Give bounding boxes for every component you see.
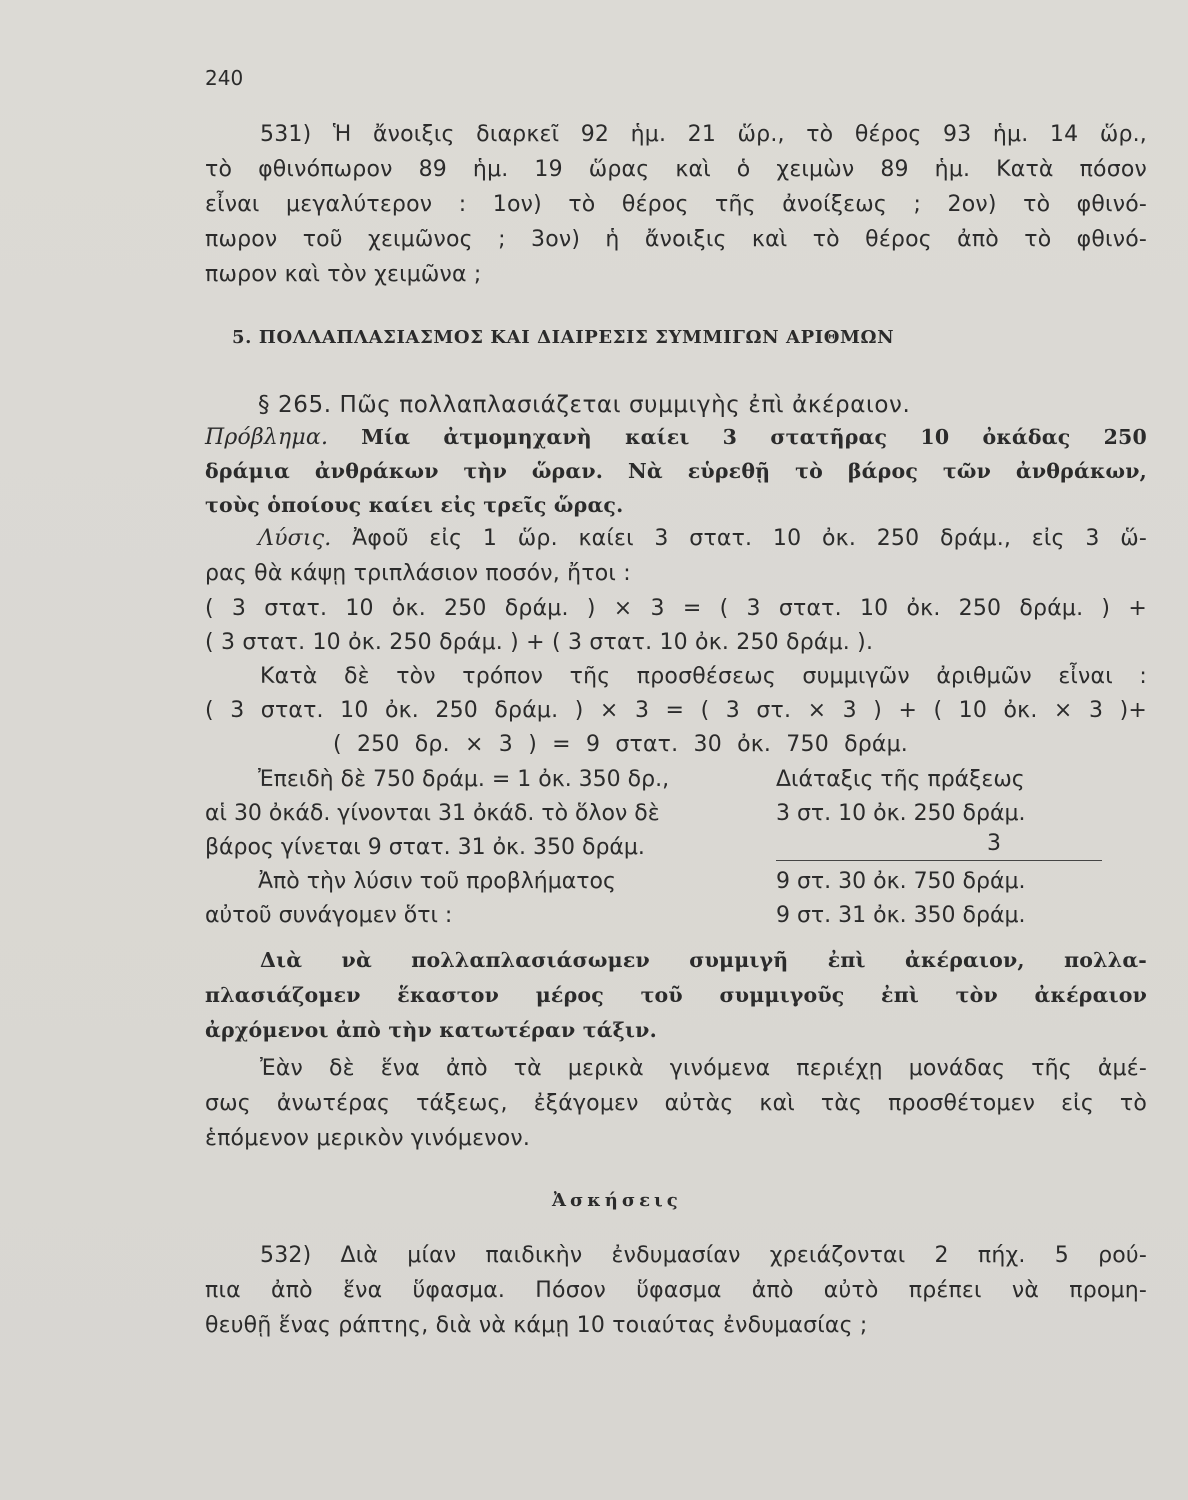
note-line-3: ἑπόμενον μερικὸν γινόμενον.: [205, 1126, 531, 1151]
solution-label: Λύσις.: [258, 526, 332, 551]
problem-532-line-1: 532) Διὰ μίαν παιδικὴν ἐνδυμασίαν χρειάζονται 2 πήχ. 5 ρού-: [260, 1243, 1147, 1268]
problem-532-line-2: πια ἀπὸ ἕνα ὕφασμα. Πόσον ὕφασμα ἀπὸ αὐτὸ πρέπει νὰ προμη-: [205, 1278, 1147, 1303]
explanation-line-1: Ἐπειδὴ δὲ 750 δράμ. = 1 ὀκ. 350 δρ.,: [258, 767, 670, 792]
section-heading: 5. ΠΟΛΛΑΠΛΑΣΙΑΣΜΟΣ ΚΑΙ ΔΙΑΙΡΕΣΙΣ ΣΥΜΜΙΓΩΝ ΑΡΙΘΜΩΝ: [232, 327, 895, 348]
rule-line-2: πλασιάζομεν ἕκαστον μέρος τοῦ συμμιγοῦς ἐπὶ τὸν ἀκέραιον: [205, 983, 1147, 1007]
page-number: 240: [205, 66, 244, 90]
paragraph-265-title: § 265. Πῶς πολλαπλασιάζεται συμμιγὴς ἐπὶ ἀκέραιον.: [258, 392, 911, 418]
note-line-1: Ἐὰν δὲ ἕνα ἀπὸ τὰ μερικὰ γινόμενα περιέχῃ μονάδας τῆς ἀμέ-: [260, 1056, 1147, 1081]
calculation-row-1: 3 στ. 10 ὀκ. 250 δράμ.: [776, 801, 1026, 826]
solution-line-4: ( 3 στατ. 10 ὀκ. 250 δράμ. ) + ( 3 στατ. 10 ὀκ. 250 δράμ. ).: [205, 630, 874, 655]
calculation-divider: [776, 860, 1102, 861]
calculation-title: Διάταξις τῆς πράξεως: [776, 767, 1025, 792]
problem-531-line-5: πωρον καὶ τὸν χειμῶνα ;: [205, 262, 482, 287]
solution-line-7: ( 250 δρ. × 3 ) = 9 στατ. 30 ὀκ. 750 δράμ.: [333, 732, 909, 757]
solution-line-3: ( 3 στατ. 10 ὀκ. 250 δράμ. ) × 3 = ( 3 στατ. 10 ὀκ. 250 δράμ. ) +: [205, 596, 1147, 621]
calculation-row-2: 9 στ. 30 ὀκ. 750 δράμ.: [776, 869, 1026, 894]
problem-531-line-1: 531) Ἡ ἄνοιξις διαρκεῖ 92 ἡμ. 21 ὥρ., τὸ θέρος 93 ἡμ. 14 ὥρ.,: [260, 122, 1147, 147]
problem-line-3: τοὺς ὁποίους καίει εἰς τρεῖς ὥρας.: [205, 493, 624, 517]
solution-line-6: ( 3 στατ. 10 ὀκ. 250 δράμ. ) × 3 = ( 3 στ. × 3 ) + ( 10 ὀκ. × 3 )+: [205, 698, 1147, 723]
problem-label: Πρόβλημα.: [205, 425, 329, 450]
explanation-line-4: Ἀπὸ τὴν λύσιν τοῦ προβλήματος: [258, 869, 616, 894]
problem-531-line-2: τὸ φθινόπωρον 89 ἡμ. 19 ὥρας καὶ ὁ χειμὼν 89 ἡμ. Κατὰ πόσον: [205, 157, 1147, 182]
rule-line-1: Διὰ νὰ πολλαπλασιάσωμεν συμμιγῆ ἐπὶ ἀκέραιον, πολλα-: [260, 948, 1147, 972]
solution-text-1: Ἀφοῦ εἰς 1 ὥρ. καίει 3 στατ. 10 ὀκ. 250 δράμ., εἰς 3 ὥ-: [352, 526, 1147, 551]
problem-532-line-3: θευθῇ ἕνας ράπτης, διὰ νὰ κάμῃ 10 τοιαύτας ἐνδυμασίας ;: [205, 1313, 868, 1338]
exercises-heading: Ἀσκήσεις: [552, 1190, 682, 1211]
solution-line-1: [205, 524, 1147, 554]
note-line-2: σως ἀνωτέρας τάξεως, ἐξάγομεν αὐτὰς καὶ τὰς προσθέτομεν εἰς τὸ: [205, 1091, 1147, 1116]
problem-531-line-4: πωρον τοῦ χειμῶνος ; 3ον) ἡ ἄνοιξις καὶ τὸ θέρος ἀπὸ τὸ φθινό-: [205, 227, 1147, 252]
explanation-line-2: αἱ 30 ὀκάδ. γίνονται 31 ὀκάδ. τὸ ὅλον δὲ: [205, 801, 660, 826]
solution-line-5: Κατὰ δὲ τὸν τρόπον τῆς προσθέσεως συμμιγῶν ἀριθμῶν εἶναι :: [260, 664, 1147, 689]
problem-531-line-3: εἶναι μεγαλύτερον : 1ον) τὸ θέρος τῆς ἀνοίξεως ; 2ον) τὸ φθινό-: [205, 192, 1147, 217]
explanation-line-3: βάρος γίνεται 9 στατ. 31 ὀκ. 350 δράμ.: [205, 835, 645, 860]
explanation-line-5: αὐτοῦ συνάγομεν ὅτι :: [205, 903, 453, 928]
problem-line-2: δράμια ἀνθράκων τὴν ὥραν. Νὰ εὑρεθῇ τὸ βάρος τῶν ἀνθράκων,: [205, 459, 1147, 483]
calculation-row-3: 9 στ. 31 ὀκ. 350 δράμ.: [776, 903, 1026, 928]
rule-line-3: ἀρχόμενοι ἀπὸ τὴν κατωτέραν τάξιν.: [205, 1018, 657, 1042]
solution-line-2: ρας θὰ κάψῃ τριπλάσιον ποσόν, ἤτοι :: [205, 561, 631, 586]
calculation-multiplier: 3: [987, 831, 1001, 856]
problem-text-1: Μία ἀτμομηχανὴ καίει 3 στατῆρας 10 ὀκάδας 250: [361, 425, 1147, 449]
problem-line-1: [205, 422, 1147, 453]
